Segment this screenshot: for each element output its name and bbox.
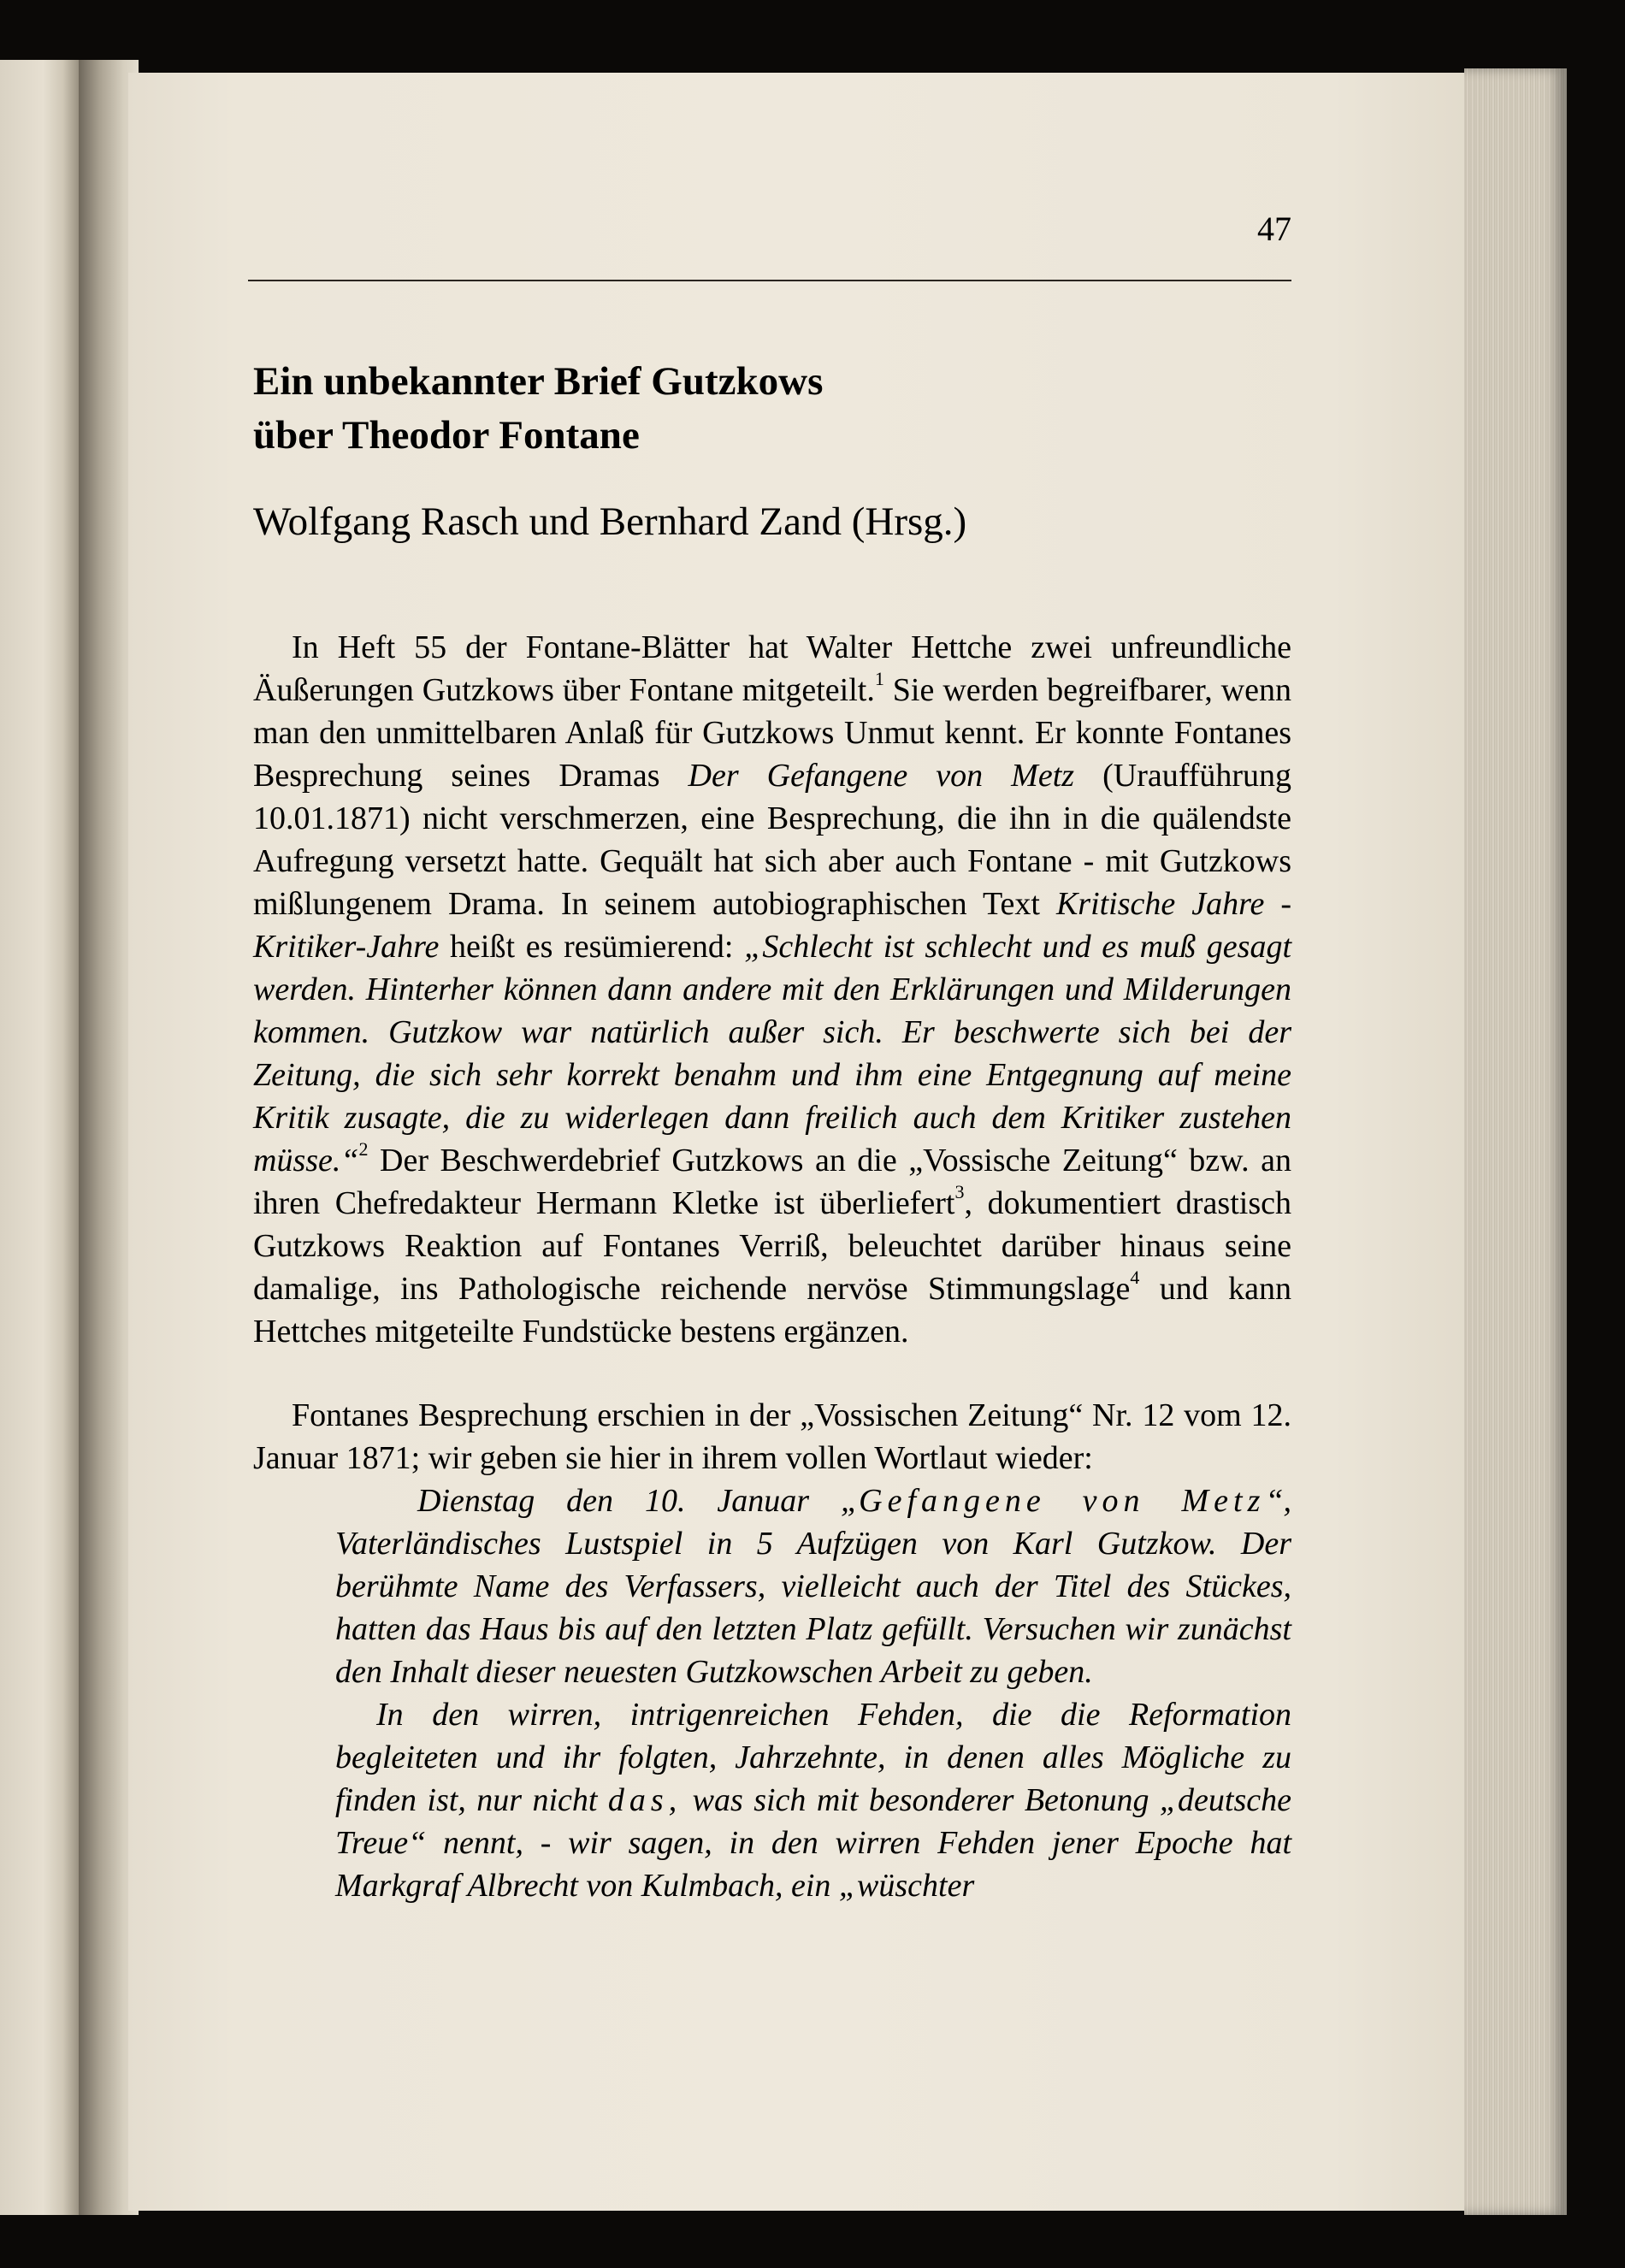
spaced-title: Gefangene von Metz (859, 1483, 1266, 1519)
article-authors: Wolfgang Rasch und Bernhard Zand (Hrsg.) (253, 499, 967, 544)
article-body (253, 626, 1291, 1907)
left-page-edge (0, 60, 79, 2215)
page-edges (1464, 68, 1567, 2215)
text-run: und kann Hettches mitgeteilte Fundstücke bestens ergänzen. (253, 1271, 1291, 1350)
page-number: 47 (1257, 210, 1291, 248)
text-run: Sie werden begreifbarer, wenn man den unmittelbaren Anlaß für Gutzkows Unmut kennt. Er konnte Fontanes Besprechung seines Dramas (253, 672, 1291, 794)
text-run: (Uraufführung 10.01.1871) nicht verschmerzen, eine Besprechung, die ihn in die quälendste Aufregung versetzt hatte. Gequält hat sich aber auch Fontane - mit Gutzkows mißlungenem Drama. In seinem autobiographischen Text (253, 758, 1291, 922)
quote-paragraph-2 (335, 1693, 1291, 1907)
text-run: , dokumentiert drastisch Gutzkows Reaktion auf Fontanes Verriß, beleuchtet darüber hinaus seine damalige, ins Pathologische reichende nervöse Stimmungslage (253, 1185, 1291, 1307)
footnote-ref-3: 3 (954, 1181, 965, 1202)
text-run: was sich mit besonderer Betonung „deutsche Treue“ nennt, - wir sagen, in den wirren Fehden jener Epoche hat Markgraf Albrecht von Kulmbach, ein „wüschter (335, 1782, 1291, 1904)
text-run: In Heft 55 der Fontane-Blätter hat Walter Hettche zwei unfreundliche Äußerungen Gutzkows über Fontane mitgeteilt. (253, 629, 1291, 708)
quote-paragraph-1 (335, 1480, 1291, 1693)
text-run: In den wirren, intrigenreichen Fehden, die die Reformation begleiteten und ihr folgten, Jahrzehnte, in denen alles Mögliche zu finden ist, nur nicht (335, 1697, 1291, 1818)
text-run: “, Vaterländisches Lustspiel in 5 Aufzügen von Karl Gutzkow. Der berühmte Name des Verfassers, vielleicht auch der Titel des Stückes, hatten das Haus bis auf den letzten Platz gefüllt. Versuchen wir zunächst den Inhalt dieser neuesten Gutzkowschen Arbeit zu geben. (335, 1483, 1291, 1690)
work-title: Kritische Jahre - Kritiker-Jahre (253, 886, 1292, 965)
block-quote (253, 1480, 1291, 1907)
text-run: heißt es resümierend: (439, 929, 745, 965)
title-line-2: über Theodor Fontane (253, 413, 640, 458)
footnote-ref-2: 2 (358, 1138, 369, 1160)
header-rule (248, 280, 1291, 281)
footnote-ref-1: 1 (874, 668, 884, 689)
drama-title: Der Gefangene von Metz (688, 758, 1075, 794)
paragraph-2: Fontanes Besprechung erschien in der „Vossischen Zeitung“ Nr. 12 vom 12. Januar 1871; wir geben sie hier in ihrem vollen Wortlaut wieder: (253, 1397, 1291, 1476)
text-run: Dienstag den 10. Januar „ (417, 1483, 860, 1519)
title-line-1: Ein unbekannter Brief Gutzkows (253, 359, 824, 404)
text-run: Der Beschwerdebrief Gutzkows an die „Vossische Zeitung“ bzw. an ihren Chefredakteur Hermann Kletke ist überliefert (253, 1143, 1291, 1221)
fontane-quote: „Schlecht ist schlecht und es muß gesagt werden. Hinterher können dann andere mit den Erklärungen und Milderungen kommen. Gutzkow war natürlich außer sich. Er beschwerte sich bei der Zeitung, die sich sehr korrekt benahm und ihm eine Entgegnung auf meine Kritik zusagte, die zu widerlegen dann freilich auch dem Kritiker zustehen müsse.“ (253, 929, 1291, 1178)
article-title (253, 355, 1279, 463)
footnote-ref-4: 4 (1130, 1267, 1140, 1288)
spaced-word: das, (607, 1782, 682, 1818)
paragraph-1 (253, 626, 1291, 1353)
